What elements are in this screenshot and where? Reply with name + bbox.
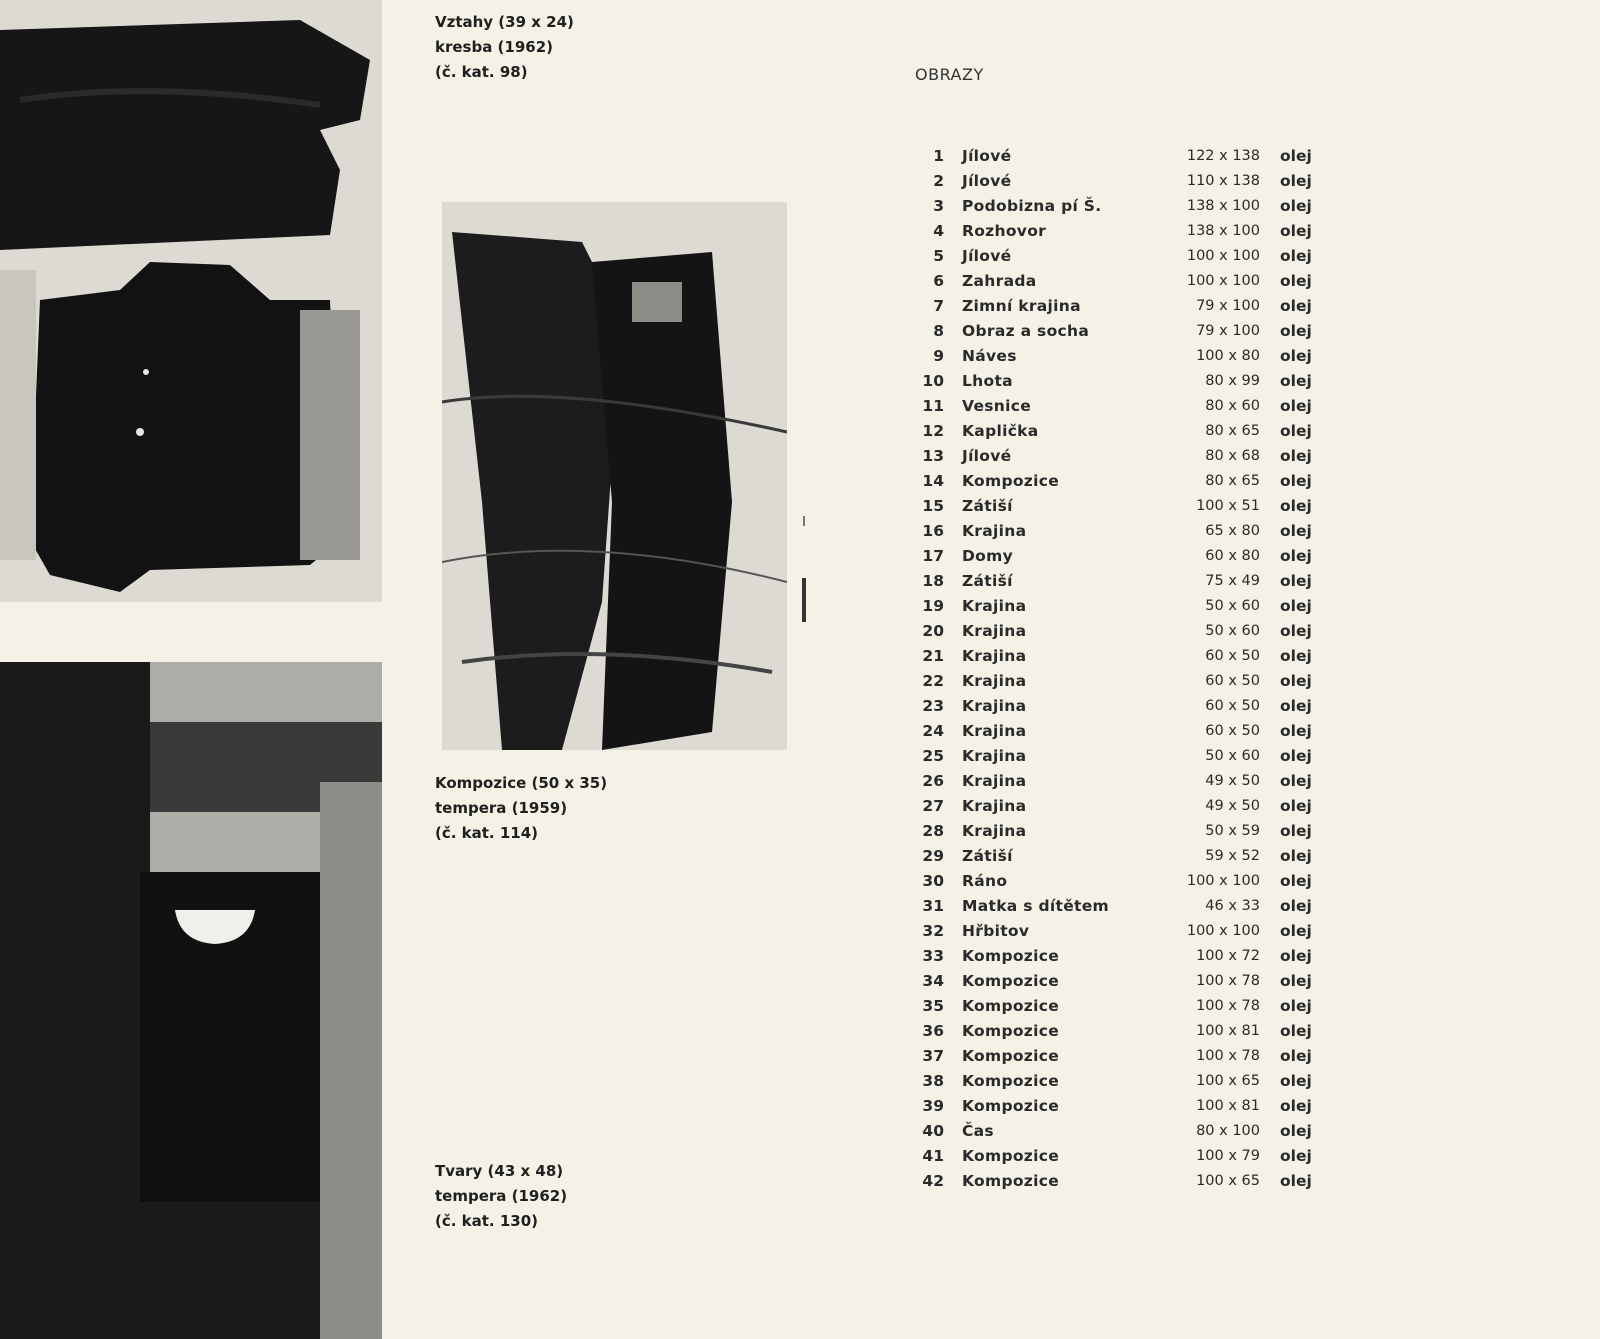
catalog-number: 8 bbox=[933, 322, 944, 340]
catalog-size: 80 x 100 bbox=[1196, 1123, 1260, 1139]
catalog-size: 65 x 80 bbox=[1205, 523, 1260, 539]
catalog-number: 39 bbox=[922, 1097, 944, 1115]
catalog-medium: olej bbox=[1280, 972, 1312, 990]
catalog-medium: olej bbox=[1280, 147, 1312, 165]
catalog-title: Kompozice bbox=[962, 1097, 1060, 1115]
catalog-row bbox=[912, 269, 1352, 294]
catalog-medium: olej bbox=[1280, 572, 1312, 590]
catalog-title: Jílové bbox=[962, 447, 1012, 465]
catalog-medium: olej bbox=[1280, 622, 1312, 640]
catalog-title: Kompozice bbox=[962, 1047, 1060, 1065]
catalog-number: 6 bbox=[933, 272, 944, 290]
catalog-medium: olej bbox=[1280, 272, 1312, 290]
caption-catalog: (č. kat. 130) bbox=[435, 1212, 539, 1230]
catalog-row bbox=[912, 869, 1352, 894]
catalog-size: 80 x 68 bbox=[1205, 448, 1260, 464]
catalog-number: 1 bbox=[933, 147, 944, 165]
catalog-row bbox=[912, 319, 1352, 344]
catalog-number: 28 bbox=[922, 822, 944, 840]
catalog-row bbox=[912, 569, 1352, 594]
catalog-number: 16 bbox=[922, 522, 944, 540]
catalog-size: 75 x 49 bbox=[1205, 573, 1260, 589]
catalog-title: Rozhovor bbox=[962, 222, 1047, 240]
catalog-row bbox=[912, 294, 1352, 319]
catalog-size: 138 x 100 bbox=[1186, 223, 1260, 239]
catalog-size: 49 x 50 bbox=[1205, 773, 1260, 789]
caption-kompozice bbox=[435, 771, 607, 846]
catalog-size: 60 x 50 bbox=[1205, 723, 1260, 739]
catalog-number: 10 bbox=[922, 372, 944, 390]
catalog-title: Zimní krajina bbox=[962, 297, 1081, 315]
catalog-medium: olej bbox=[1280, 947, 1312, 965]
catalog-size: 50 x 60 bbox=[1205, 748, 1260, 764]
catalog-row bbox=[912, 444, 1352, 469]
catalog-size: 50 x 60 bbox=[1205, 598, 1260, 614]
catalog-row bbox=[912, 644, 1352, 669]
catalog-title: Čas bbox=[962, 1122, 994, 1140]
catalog-title: Ráno bbox=[962, 872, 1008, 890]
catalog-medium: olej bbox=[1280, 447, 1312, 465]
catalog-number: 15 bbox=[922, 497, 944, 515]
print-mark bbox=[801, 516, 807, 626]
caption-technique: tempera (1962) bbox=[435, 1187, 568, 1205]
catalog-size: 100 x 100 bbox=[1186, 273, 1260, 289]
artwork-tvary bbox=[0, 662, 382, 1339]
catalog-medium: olej bbox=[1280, 1122, 1312, 1140]
catalog-title: Kompozice bbox=[962, 997, 1060, 1015]
catalog-row bbox=[912, 144, 1352, 169]
catalog-row bbox=[912, 669, 1352, 694]
catalog-medium: olej bbox=[1280, 822, 1312, 840]
catalog-size: 50 x 60 bbox=[1205, 623, 1260, 639]
catalog-size: 49 x 50 bbox=[1205, 798, 1260, 814]
catalog-size: 50 x 59 bbox=[1205, 823, 1260, 839]
catalog-medium: olej bbox=[1280, 197, 1312, 215]
catalog-size: 80 x 60 bbox=[1205, 398, 1260, 414]
catalog-row bbox=[912, 794, 1352, 819]
catalog-row bbox=[912, 1094, 1352, 1119]
catalog-title: Krajina bbox=[962, 672, 1027, 690]
catalog-number: 42 bbox=[922, 1172, 944, 1190]
catalog-number: 38 bbox=[922, 1072, 944, 1090]
catalog-title: Zátiší bbox=[962, 847, 1013, 865]
catalog-title: Krajina bbox=[962, 697, 1027, 715]
catalog-medium: olej bbox=[1280, 897, 1312, 915]
catalog-number: 24 bbox=[922, 722, 944, 740]
catalog-number: 30 bbox=[922, 872, 944, 890]
catalog-row bbox=[912, 1069, 1352, 1094]
catalog-title: Krajina bbox=[962, 822, 1027, 840]
catalog-medium: olej bbox=[1280, 322, 1312, 340]
catalog-row bbox=[912, 469, 1352, 494]
catalog-title: Kompozice bbox=[962, 472, 1060, 490]
catalog-number: 27 bbox=[922, 797, 944, 815]
catalog-size: 100 x 78 bbox=[1196, 1048, 1260, 1064]
catalog-row bbox=[912, 344, 1352, 369]
catalog-number: 3 bbox=[933, 197, 944, 215]
catalog-number: 18 bbox=[922, 572, 944, 590]
catalog-title: Kompozice bbox=[962, 1022, 1060, 1040]
catalog-medium: olej bbox=[1280, 997, 1312, 1015]
catalog-size: 60 x 50 bbox=[1205, 698, 1260, 714]
catalog-title: Lhota bbox=[962, 372, 1013, 390]
catalog-medium: olej bbox=[1280, 1147, 1312, 1165]
catalog-row bbox=[912, 894, 1352, 919]
catalog-title: Krajina bbox=[962, 722, 1027, 740]
catalog-title: Krajina bbox=[962, 622, 1027, 640]
catalog-row bbox=[912, 494, 1352, 519]
caption-title: Tvary (43 x 48) bbox=[435, 1162, 564, 1180]
catalog-medium: olej bbox=[1280, 247, 1312, 265]
catalog-title: Kompozice bbox=[962, 1072, 1060, 1090]
catalog-medium: olej bbox=[1280, 297, 1312, 315]
catalog-title: Matka s dítětem bbox=[962, 897, 1109, 915]
catalog-medium: olej bbox=[1280, 722, 1312, 740]
catalog-number: 17 bbox=[922, 547, 944, 565]
catalog-size: 79 x 100 bbox=[1196, 323, 1260, 339]
catalog-row bbox=[912, 244, 1352, 269]
catalog-number: 21 bbox=[922, 647, 944, 665]
catalog-size: 100 x 51 bbox=[1196, 498, 1260, 514]
catalog-number: 32 bbox=[922, 922, 944, 940]
catalog-number: 23 bbox=[922, 697, 944, 715]
catalog-row bbox=[912, 919, 1352, 944]
catalog-row bbox=[912, 394, 1352, 419]
catalog-title: Jílové bbox=[962, 172, 1012, 190]
catalog-number: 7 bbox=[933, 297, 944, 315]
catalog-medium: olej bbox=[1280, 1172, 1312, 1190]
catalog-title: Krajina bbox=[962, 647, 1027, 665]
catalog-size: 122 x 138 bbox=[1186, 148, 1260, 164]
catalog-heading: OBRAZY bbox=[915, 65, 984, 84]
caption-technique: tempera (1959) bbox=[435, 799, 568, 817]
catalog-size: 100 x 100 bbox=[1186, 248, 1260, 264]
catalog-number: 34 bbox=[922, 972, 944, 990]
catalog-list bbox=[912, 144, 1352, 1194]
catalog-row bbox=[912, 1019, 1352, 1044]
catalog-size: 100 x 81 bbox=[1196, 1023, 1260, 1039]
catalog-medium: olej bbox=[1280, 472, 1312, 490]
catalog-title: Kompozice bbox=[962, 947, 1060, 965]
catalog-row bbox=[912, 194, 1352, 219]
catalog-title: Krajina bbox=[962, 522, 1027, 540]
catalog-size: 100 x 65 bbox=[1196, 1173, 1260, 1189]
catalog-title: Kaplička bbox=[962, 422, 1039, 440]
artwork-vztahy bbox=[0, 0, 382, 602]
catalog-row bbox=[912, 1144, 1352, 1169]
catalog-number: 12 bbox=[922, 422, 944, 440]
catalog-size: 80 x 65 bbox=[1205, 473, 1260, 489]
catalog-title: Zahrada bbox=[962, 272, 1037, 290]
catalog-title: Krajina bbox=[962, 597, 1027, 615]
catalog-title: Zátiší bbox=[962, 497, 1013, 515]
catalog-medium: olej bbox=[1280, 522, 1312, 540]
catalog-number: 9 bbox=[933, 347, 944, 365]
catalog-number: 11 bbox=[922, 397, 944, 415]
caption-catalog: (č. kat. 98) bbox=[435, 63, 528, 81]
catalog-title: Jílové bbox=[962, 247, 1012, 265]
catalog-number: 25 bbox=[922, 747, 944, 765]
catalog-size: 79 x 100 bbox=[1196, 298, 1260, 314]
catalog-size: 80 x 99 bbox=[1205, 373, 1260, 389]
catalog-medium: olej bbox=[1280, 922, 1312, 940]
catalog-size: 100 x 79 bbox=[1196, 1148, 1260, 1164]
catalog-number: 20 bbox=[922, 622, 944, 640]
catalog-row bbox=[912, 769, 1352, 794]
catalog-title: Krajina bbox=[962, 797, 1027, 815]
caption-technique: kresba (1962) bbox=[435, 38, 554, 56]
catalog-size: 100 x 81 bbox=[1196, 1098, 1260, 1114]
catalog-row bbox=[912, 169, 1352, 194]
catalog-title: Kompozice bbox=[962, 1172, 1060, 1190]
catalog-size: 100 x 78 bbox=[1196, 998, 1260, 1014]
catalog-number: 41 bbox=[922, 1147, 944, 1165]
catalog-size: 59 x 52 bbox=[1205, 848, 1260, 864]
catalog-medium: olej bbox=[1280, 847, 1312, 865]
caption-title: Vztahy (39 x 24) bbox=[435, 13, 574, 31]
catalog-title: Podobizna pí Š. bbox=[962, 197, 1102, 215]
catalog-title: Jílové bbox=[962, 147, 1012, 165]
catalog-medium: olej bbox=[1280, 172, 1312, 190]
caption-vztahy bbox=[435, 10, 574, 85]
catalog-number: 4 bbox=[933, 222, 944, 240]
catalog-number: 40 bbox=[922, 1122, 944, 1140]
catalog-size: 100 x 72 bbox=[1196, 948, 1260, 964]
catalog-row bbox=[912, 844, 1352, 869]
caption-tvary bbox=[435, 1159, 567, 1234]
catalog-number: 31 bbox=[922, 897, 944, 915]
catalog-number: 2 bbox=[933, 172, 944, 190]
catalog-size: 100 x 80 bbox=[1196, 348, 1260, 364]
catalog-size: 60 x 50 bbox=[1205, 648, 1260, 664]
catalog-size: 138 x 100 bbox=[1186, 198, 1260, 214]
catalog-medium: olej bbox=[1280, 672, 1312, 690]
catalog-medium: olej bbox=[1280, 697, 1312, 715]
catalog-title: Krajina bbox=[962, 747, 1027, 765]
catalog-number: 33 bbox=[922, 947, 944, 965]
catalog-row bbox=[912, 694, 1352, 719]
catalog-medium: olej bbox=[1280, 1097, 1312, 1115]
catalog-title: Vesnice bbox=[962, 397, 1032, 415]
catalog-medium: olej bbox=[1280, 422, 1312, 440]
artwork-kompozice bbox=[442, 202, 787, 750]
catalog-row bbox=[912, 994, 1352, 1019]
catalog-size: 100 x 78 bbox=[1196, 973, 1260, 989]
catalog-row bbox=[912, 1044, 1352, 1069]
catalog-title: Zátiší bbox=[962, 572, 1013, 590]
catalog-number: 22 bbox=[922, 672, 944, 690]
catalog-row bbox=[912, 969, 1352, 994]
catalog-row bbox=[912, 369, 1352, 394]
catalog-row bbox=[912, 544, 1352, 569]
catalog-row bbox=[912, 519, 1352, 544]
catalog-row bbox=[912, 719, 1352, 744]
catalog-number: 5 bbox=[933, 247, 944, 265]
catalog-size: 100 x 100 bbox=[1186, 923, 1260, 939]
catalog-size: 46 x 33 bbox=[1205, 898, 1260, 914]
catalog-number: 29 bbox=[922, 847, 944, 865]
catalog-size: 60 x 80 bbox=[1205, 548, 1260, 564]
catalog-number: 36 bbox=[922, 1022, 944, 1040]
catalog-medium: olej bbox=[1280, 647, 1312, 665]
catalog-title: Náves bbox=[962, 347, 1017, 365]
catalog-size: 100 x 65 bbox=[1196, 1073, 1260, 1089]
catalog-row bbox=[912, 594, 1352, 619]
catalog-number: 35 bbox=[922, 997, 944, 1015]
catalog-medium: olej bbox=[1280, 222, 1312, 240]
catalog-row bbox=[912, 1119, 1352, 1144]
catalog-size: 100 x 100 bbox=[1186, 873, 1260, 889]
catalog-row bbox=[912, 419, 1352, 444]
catalog-size: 80 x 65 bbox=[1205, 423, 1260, 439]
catalog-number: 19 bbox=[922, 597, 944, 615]
catalog-row bbox=[912, 219, 1352, 244]
catalog-number: 37 bbox=[922, 1047, 944, 1065]
catalog-medium: olej bbox=[1280, 497, 1312, 515]
catalog-medium: olej bbox=[1280, 797, 1312, 815]
catalog-number: 26 bbox=[922, 772, 944, 790]
catalog-medium: olej bbox=[1280, 1047, 1312, 1065]
catalog-row bbox=[912, 744, 1352, 769]
caption-catalog: (č. kat. 114) bbox=[435, 824, 539, 842]
catalog-medium: olej bbox=[1280, 1022, 1312, 1040]
catalog-medium: olej bbox=[1280, 772, 1312, 790]
catalog-number: 13 bbox=[922, 447, 944, 465]
catalog-title: Kompozice bbox=[962, 1147, 1060, 1165]
catalog-title: Obraz a socha bbox=[962, 322, 1090, 340]
catalog-size: 60 x 50 bbox=[1205, 673, 1260, 689]
catalog-title: Hřbitov bbox=[962, 922, 1030, 940]
catalog-medium: olej bbox=[1280, 1072, 1312, 1090]
catalog-row bbox=[912, 819, 1352, 844]
catalog-title: Krajina bbox=[962, 772, 1027, 790]
catalog-row bbox=[912, 1169, 1352, 1194]
caption-title: Kompozice (50 x 35) bbox=[435, 774, 608, 792]
catalog-number: 14 bbox=[922, 472, 944, 490]
catalog-medium: olej bbox=[1280, 747, 1312, 765]
catalog-medium: olej bbox=[1280, 547, 1312, 565]
catalog-medium: olej bbox=[1280, 397, 1312, 415]
catalog-medium: olej bbox=[1280, 347, 1312, 365]
catalog-title: Domy bbox=[962, 547, 1013, 565]
catalog-medium: olej bbox=[1280, 372, 1312, 390]
catalog-row bbox=[912, 944, 1352, 969]
catalog-medium: olej bbox=[1280, 872, 1312, 890]
catalog-title: Kompozice bbox=[962, 972, 1060, 990]
catalog-medium: olej bbox=[1280, 597, 1312, 615]
catalog-size: 110 x 138 bbox=[1186, 173, 1260, 189]
catalog-row bbox=[912, 619, 1352, 644]
